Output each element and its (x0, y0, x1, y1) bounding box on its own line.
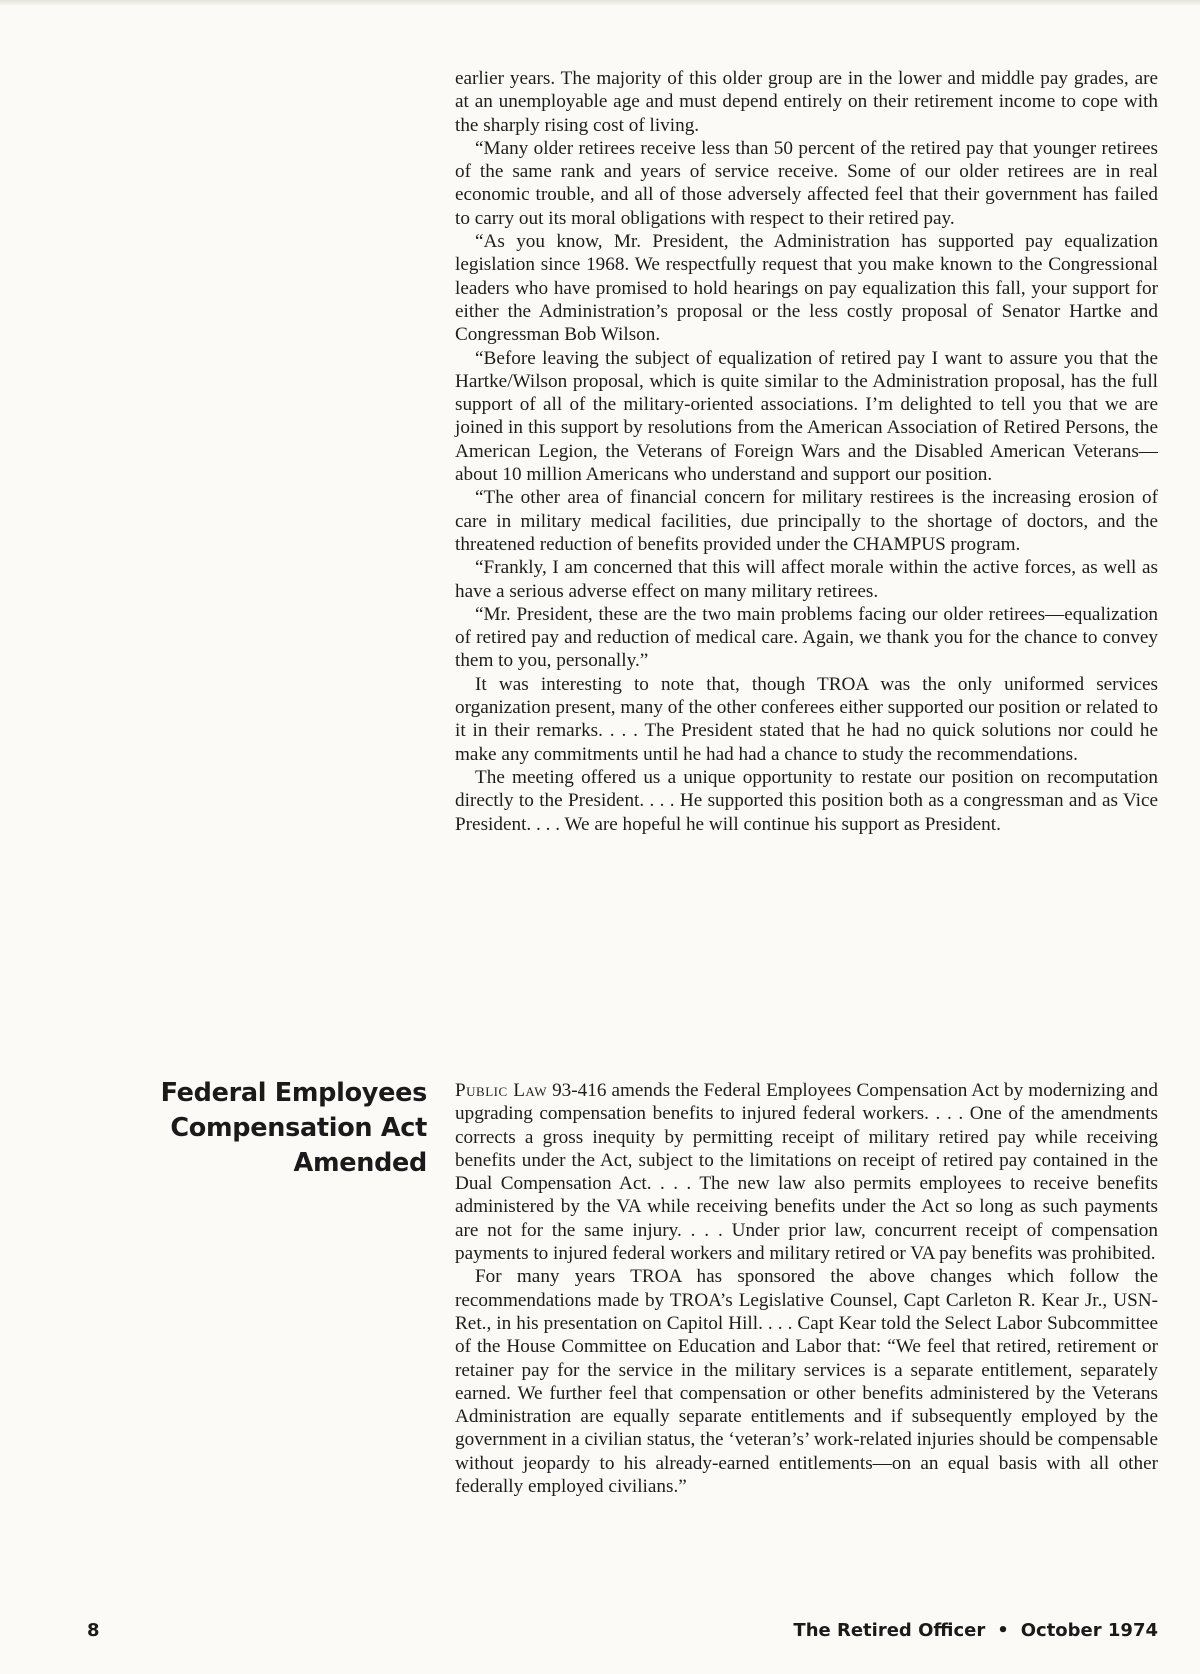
footer-separator: • (997, 1620, 1009, 1641)
paragraph-5: “The other area of financial concern for military restirees is the increasing erosion of care in military medical facilities, due principally to the shortage of doctors, and the threatened reduction of benefits provided under the CHAMPUS program. (455, 487, 1158, 555)
paragraph-6: “Frankly, I am concerned that this will affect morale within the active forces, as well as have a serious adverse effect on many military retirees. (455, 557, 1158, 602)
paragraph-3: “As you know, Mr. President, the Administration has supported pay equalization legislation since 1968. We respectfully request that you make known to the Congressional leaders who have promised to hold hearings on pay equalization this fall, your support for either the Administration’s proposal or the less costly proposal of Senator Hartke and Congressman Bob Wilson. (455, 231, 1158, 346)
lower-paragraph-1-body: 93-416 amends the Federal Employees Compensation Act by modernizing and upgrading compensation benefits to injured federal workers. . . . One of the amendments corrects a gross inequity by permitting receipt of military retired pay while receiving benefits under the Act, subject to the limitations on receipt of retired pay contained in the Dual Compensation Act. . . . The new law also permits employees to receive benefits administered by the VA while receiving benefits under the Act so long as such payments are not for the same injury. . . . Under prior law, concurrent receipt of compensation payments to injured federal workers and military retired or VA pay benefits was prohibited. (455, 1080, 1158, 1265)
publication-title: The Retired Officer (793, 1620, 986, 1641)
paragraph-7: “Mr. President, these are the two main problems facing our older retirees—equalization of retired pay and reduction of medical care. Again, we thank you for the chance to convey them to you, personally.” (455, 603, 1158, 672)
lower-paragraph-2: For many years TROA has sponsored the above changes which follow the recommendations made by TROA’s Legislative Counsel, Capt Carleton R. Kear Jr., USN-Ret., in his presentation on Capitol Hill. . . . Capt Kear told the Select Labor Subcommittee of the House Committee on Education and Labor that: “We feel that retired, retirement or retainer pay for the service in the military services is a separate entitlement, separately earned. We further feel that compensation or other benefits administered by the Veterans Administration are equally separate entitlements and if subsequently employed by the government in a civilian status, the ‘veteran’s’ work-related injuries should be compensable without jeopardy to his already-earned entitlements—on an equal basis with all other federally employed civilians.” (455, 1266, 1158, 1498)
footer-credit (793, 1620, 1158, 1641)
paragraph-4: “Before leaving the subject of equalization of retired pay I want to assure you that the Hartke/Wilson proposal, which is quite similar to the Administration proposal, has the full support of all of the military-oriented associations. I’m delighted to tell you that we are joined in this support by resolutions from the American Association of Retired Persons, the American Legion, the Veterans of Foreign Wars and the Disabled American Veterans—about 10 million Americans who understand and support our position. (455, 347, 1158, 486)
section-heading-line-2: Compensation Act (170, 1113, 427, 1143)
section-heading-line-3: Amended (293, 1148, 427, 1178)
paragraph-1: earlier years. The majority of this older group are in the lower and middle pay grades, are at an unemployable age and must depend entirely on their retirement income to cope with the sharply rising cost of living. (455, 68, 1158, 136)
paragraph-2: “Many older retirees receive less than 50 percent of the retired pay that younger retirees of the same rank and years of service receive. Some of our older retirees are in real economic trouble, and all of those adversely affected feel that their government has failed to carry out its moral obligations with respect to their retired pay. (455, 137, 1158, 229)
issue-date: October 1974 (1020, 1620, 1158, 1641)
section-heading-line-1: Federal Employees (160, 1078, 427, 1108)
lower-paragraph-1 (455, 1079, 1158, 1265)
paragraph-8: It was interesting to note that, though TROA was the only uniformed services organization present, many of the other conferees either supported our position or related to it in their remarks. . . . The President stated that he had no quick solutions nor could he make any commitments until he had had a chance to study the recommendations. (455, 673, 1158, 765)
lower-article-column (455, 1079, 1158, 1498)
upper-article-column (455, 67, 1158, 836)
paragraph-9: The meeting offered us a unique opportunity to restate our position on recomputation directly to the President. . . . He supported this position both as a congressman and as Vice President. . . . We are hopeful he will continue his support as President. (455, 766, 1158, 835)
section-heading (150, 1076, 427, 1181)
page-edge-shadow (0, 0, 1200, 6)
page-number: 8 (87, 1620, 100, 1641)
lead-in-small-caps: Public Law (455, 1080, 548, 1101)
